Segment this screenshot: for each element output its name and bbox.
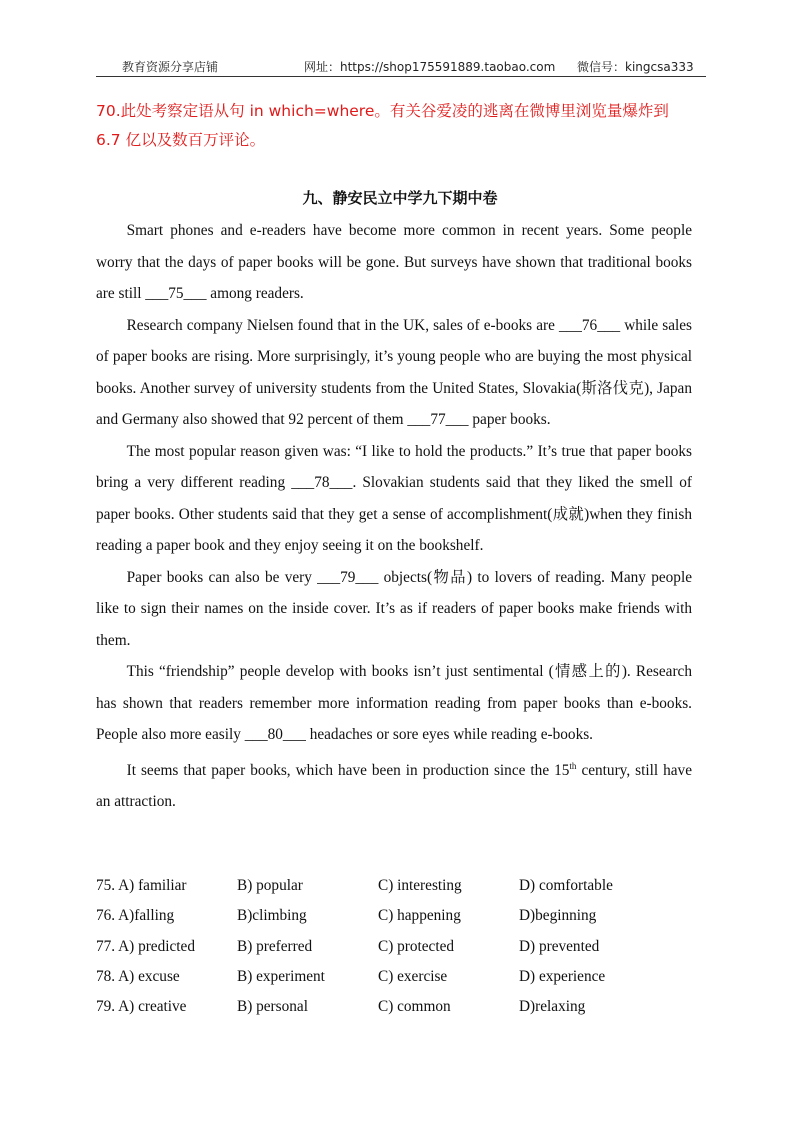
option: C) common xyxy=(378,998,451,1016)
option: 77. A) predicted xyxy=(96,937,195,955)
blank-77: ___77___ xyxy=(407,411,469,428)
option: D)relaxing xyxy=(519,998,586,1016)
text: headaches or sore eyes while reading e-books. xyxy=(305,726,594,743)
option: 76. A)falling xyxy=(96,907,175,925)
paragraph-2 xyxy=(96,310,692,436)
text: . Slovakian students said that they liked the smell of paper books. Other students said that they get a sense of accomplishment(成就)when they finish reading a paper book and they enjoy seeing it on the bookshelf. xyxy=(96,474,692,554)
option-row-75 xyxy=(96,877,716,907)
text: among readers. xyxy=(206,285,304,302)
blank-78: ___78___ xyxy=(291,474,353,491)
blank-79: ___79___ xyxy=(317,568,379,586)
answer-note: 70.此处考察定语从句 in which=where。有关谷爱凌的逃离在微博里浏览量爆炸到 6.7 亿以及数百万评论。 xyxy=(96,102,669,149)
option: 79. A) creative xyxy=(96,998,187,1016)
option-row-77 xyxy=(96,938,716,968)
option: C) protected xyxy=(378,937,455,955)
superscript: th xyxy=(569,760,577,771)
shop-name: 教育资源分享店铺 xyxy=(122,60,219,74)
option: D) experience xyxy=(519,967,606,985)
blank-75: ___75___ xyxy=(145,285,207,302)
option: B) popular xyxy=(237,877,303,894)
option: D)beginning xyxy=(519,907,597,925)
option: 78. A) excuse xyxy=(96,967,180,985)
option: D) comfortable xyxy=(519,877,613,894)
wechat-id: 微信号：kingcsa333 xyxy=(577,60,694,74)
blank-80: ___80___ xyxy=(244,726,306,743)
answer-options xyxy=(96,877,716,1028)
text: It seems that paper books, which have been in production since the 15 xyxy=(126,761,570,779)
paragraph-4 xyxy=(96,562,692,657)
reading-passage xyxy=(96,215,692,818)
option-row-76 xyxy=(96,907,716,937)
option: B) preferred xyxy=(237,937,313,955)
option: 75. A) familiar xyxy=(96,877,187,894)
option-row-78 xyxy=(96,968,716,998)
option: D) prevented xyxy=(519,937,600,955)
paragraph-6 xyxy=(96,751,692,818)
option: C) interesting xyxy=(378,877,462,894)
option: C) happening xyxy=(378,907,461,925)
text: Smart phones and e-readers have become more common in recent years. Some people worry that the days of paper books will be gone. But surveys have shown that traditional books are still xyxy=(96,222,692,302)
option: B)climbing xyxy=(237,907,307,925)
option: B) experiment xyxy=(237,967,325,985)
text: Research company Nielsen found that in the UK, sales of e-books are xyxy=(126,316,559,334)
shop-url: 网址：https://shop175591889.taobao.com xyxy=(304,60,556,74)
text: century, still have an attraction. xyxy=(96,761,692,811)
option: C) exercise xyxy=(378,967,448,985)
option-row-79 xyxy=(96,998,716,1028)
text: while sales of paper books are rising. More surprisingly, it’s young people who are buying the most physical books. Another survey of university students from the United States, Slovakia(斯洛伐克), Japan and Germany also showed that 92 percent of them xyxy=(96,316,692,428)
text: paper books. xyxy=(468,411,551,428)
section-title: 九、静安民立中学九下期中卷 xyxy=(302,189,498,207)
text: The most popular reason given was: “I like to hold the products.” It’s true that paper books bring a very different reading xyxy=(96,442,692,491)
paragraph-3 xyxy=(96,436,692,562)
text: Paper books can also be very xyxy=(126,568,318,586)
page-header xyxy=(96,56,706,77)
paragraph-5 xyxy=(96,656,692,751)
text: objects(物品) to lovers of reading. Many people like to sign their names on the inside cover. It’s as if readers of paper books make friends with them. xyxy=(96,568,692,649)
text: This “friendship” people develop with books isn’t just sentimental (情感上的). Research has shown that readers remember more information reading from paper books than e-books. People also more easily xyxy=(96,663,692,743)
option: B) personal xyxy=(237,998,308,1016)
blank-76: ___76___ xyxy=(558,316,621,334)
paragraph-1 xyxy=(96,215,692,310)
